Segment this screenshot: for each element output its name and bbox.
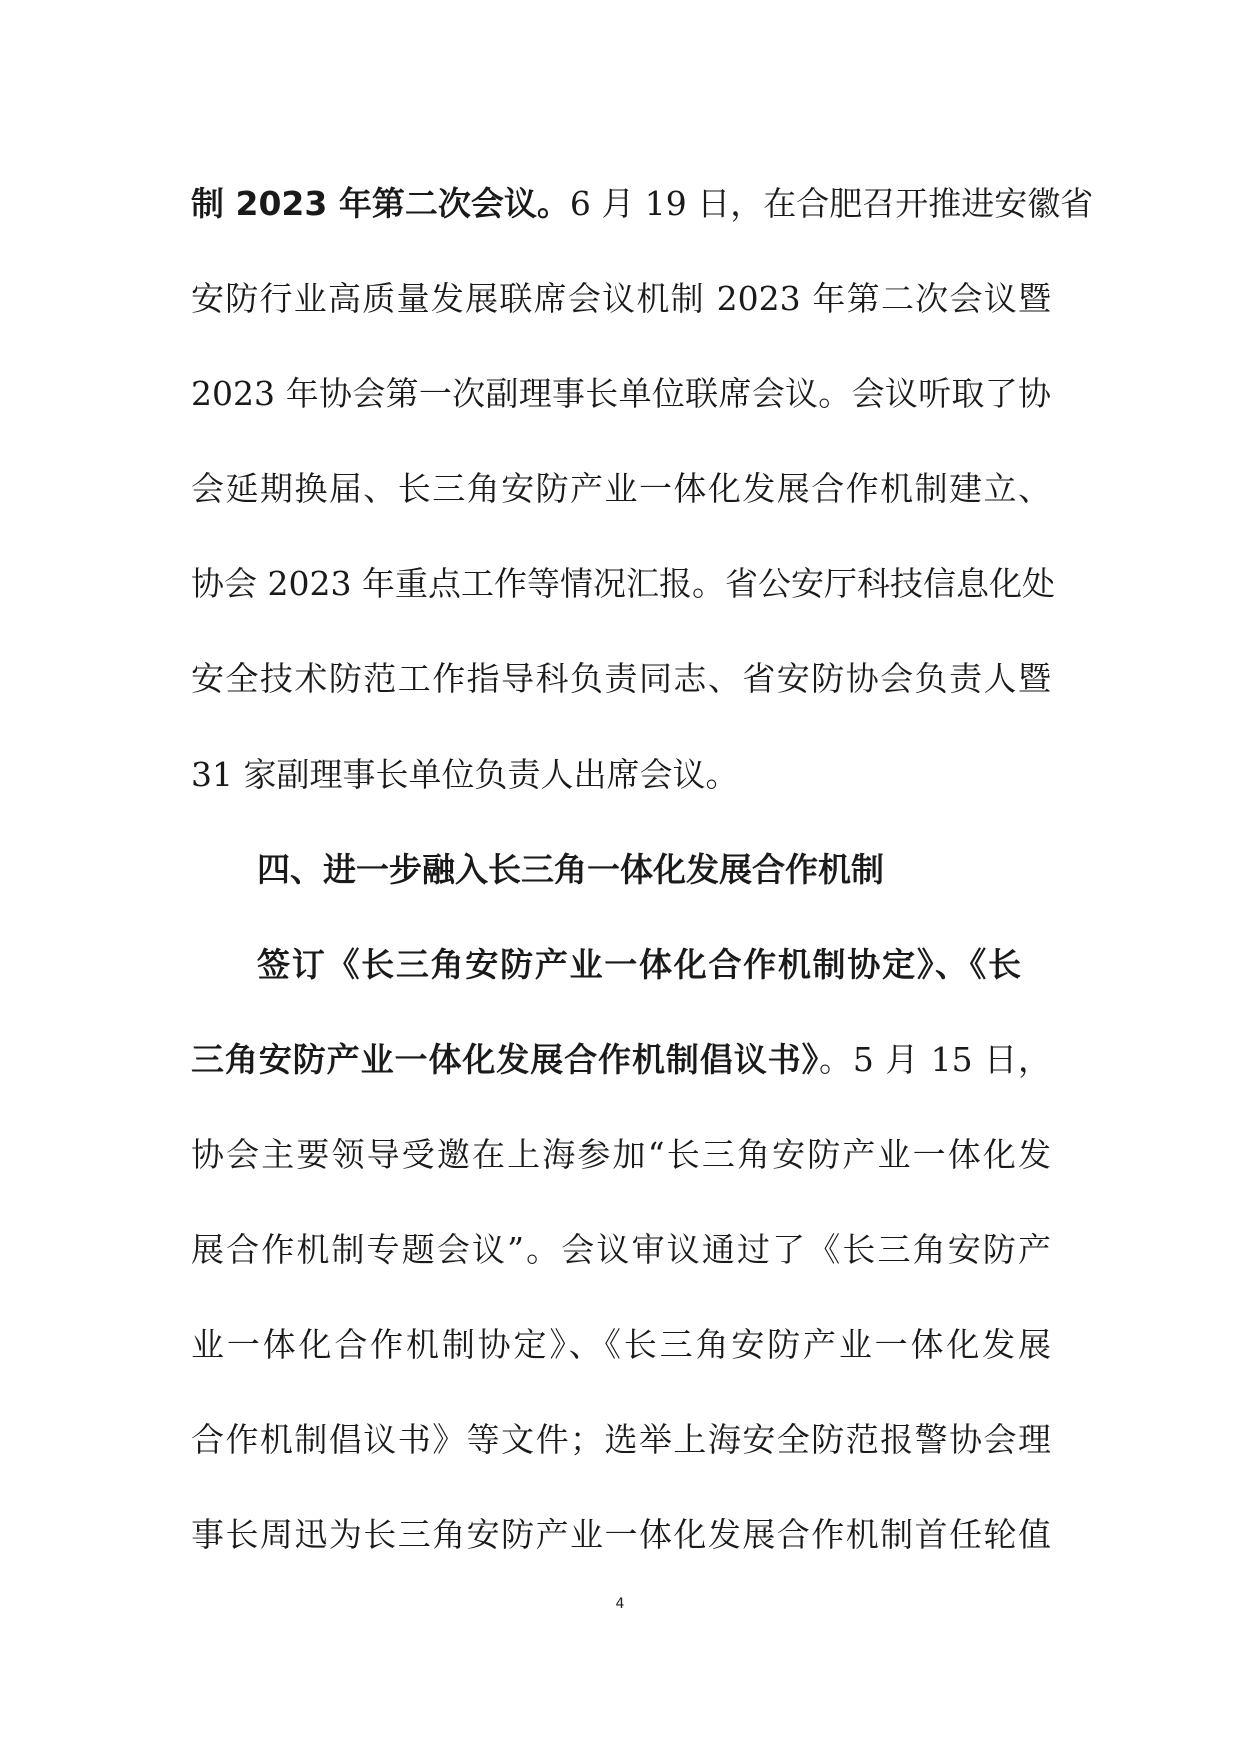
paragraph2-line4: 展合作机制专题会议”。会议审议通过了《长三角安防产 xyxy=(191,1230,1051,1269)
paragraph1-line1-text: 6 月 19 日，在合肥召开推进安徽省 xyxy=(569,184,1094,223)
paragraph1-line6: 安全技术防范工作指导科负责同志、省安防协会负责人暨 xyxy=(191,659,1051,698)
paragraph2-line5: 业一体化合作机制协定》、《长三角安防产业一体化发展 xyxy=(191,1325,1051,1364)
section-heading: 四、进一步融入长三角一体化发展合作机制 xyxy=(257,850,884,889)
paragraph2-line2 xyxy=(191,1032,1051,1088)
paragraph1-line1 xyxy=(191,176,1094,232)
paragraph1-line2: 安防行业高质量发展联席会议机制 2023 年第二次会议暨 xyxy=(191,279,1051,318)
paragraph1-line3: 2023 年协会第一次副理事长单位联席会议。会议听取了协 xyxy=(191,374,1051,413)
paragraph2-bold-title: 三角安防产业一体化发展合作机制倡议书》 xyxy=(191,1040,820,1079)
page-number: 4 xyxy=(615,1596,625,1612)
paragraph2-line3: 协会主要领导受邀在上海参加“长三角安防产业一体化发 xyxy=(191,1135,1051,1174)
paragraph1-line7: 31 家副理事长单位负责人出席会议。 xyxy=(191,755,739,794)
paragraph2-line6: 合作机制倡议书》等文件；选举上海安全防范报警协会理 xyxy=(191,1420,1051,1459)
paragraph1-line4: 会延期换届、长三角安防产业一体化发展合作机制建立、 xyxy=(191,469,1051,508)
paragraph2-line1: 签订《长三角安防产业一体化合作机制协定》、《长 xyxy=(257,945,1021,984)
paragraph1-line5: 协会 2023 年重点工作等情况汇报。省公安厅科技信息化处 xyxy=(191,564,1055,603)
paragraph2-line2-text: 。5 月 15 日， xyxy=(819,1040,1051,1079)
paragraph1-bold-lead: 制 2023 年第二次会议。 xyxy=(191,184,570,223)
paragraph2-line7: 事长周迅为长三角安防产业一体化发展合作机制首任轮值 xyxy=(191,1515,1051,1554)
